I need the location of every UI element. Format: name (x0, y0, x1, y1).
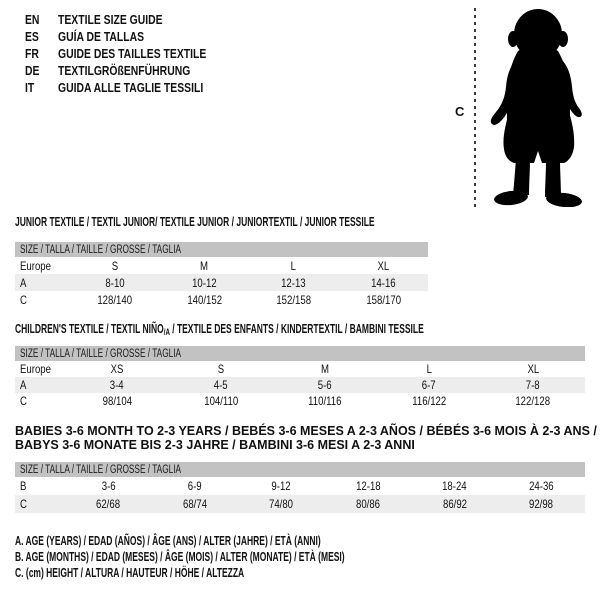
language-code (25, 80, 58, 95)
size-cell (238, 497, 325, 511)
size-header-bar (15, 346, 585, 361)
size-cell (411, 479, 498, 493)
table-row (15, 361, 585, 377)
size-cell (238, 479, 325, 493)
size-cell-text: M (321, 362, 329, 376)
size-cell (481, 378, 585, 392)
size-cell-text: S (111, 258, 118, 273)
size-cell-text: 8-10 (105, 275, 125, 290)
row-label-text: C (20, 394, 27, 408)
size-cell-text: 9-12 (271, 479, 292, 493)
size-cell-text: 116/122 (412, 394, 446, 408)
row-label-cell (15, 362, 65, 376)
language-title: GUIDA ALLE TAGLIE TESSILI (58, 80, 204, 95)
size-cell-text: 5-6 (318, 378, 332, 392)
row-label-cell (15, 497, 65, 511)
size-cell (339, 293, 429, 307)
size-cell-text: 92/98 (529, 497, 554, 511)
junior-section-title: JUNIOR TEXTILE / TEXTIL JUNIOR/ TEXTILE JUNIOR / JUNIORTEXTIL / JUNIOR TESSILE (15, 215, 375, 229)
size-cell (411, 497, 498, 511)
size-cell-text: 6-9 (187, 479, 202, 493)
language-code (25, 29, 58, 44)
size-cell-text: 158/170 (365, 292, 401, 307)
table-row (15, 477, 585, 495)
size-cell (377, 378, 481, 392)
size-cell-text: 12-18 (355, 479, 381, 493)
size-cell (65, 479, 152, 493)
size-cell (249, 276, 339, 290)
size-cell-text: 140/152 (186, 292, 222, 307)
size-cell (273, 362, 377, 376)
language-code-text: DE (25, 63, 40, 78)
size-cell-text: 14-16 (370, 275, 396, 290)
height-dotted-line (474, 8, 476, 209)
size-cell-text: 86/92 (442, 497, 467, 511)
size-cell-text: XL (377, 258, 390, 273)
language-code (25, 12, 58, 27)
size-cell (169, 362, 273, 376)
row-label-text: Europe (20, 258, 51, 273)
size-cell (325, 497, 412, 511)
language-code (25, 46, 58, 61)
row-label-text: C (20, 497, 27, 511)
language-row (25, 28, 243, 45)
children-title-pre: CHILDREN'S TEXTILE / TEXTIL NIÑO (15, 322, 164, 336)
size-cell-text: 18-24 (442, 479, 467, 493)
language-title: TEXTILE SIZE GUIDE (58, 12, 163, 27)
language-title: TEXTILGRÖßENFÜHRUNG (58, 63, 191, 78)
height-c-label: C (455, 104, 465, 119)
size-cell-text: L (291, 258, 297, 273)
language-code-text: IT (25, 80, 35, 95)
table-row (15, 393, 585, 409)
size-cell-text: 74/80 (269, 497, 294, 511)
row-label-text: B (20, 479, 27, 493)
size-header-bar (15, 242, 428, 257)
size-cell-text: S (217, 362, 225, 376)
size-cell-text: 152/158 (276, 292, 312, 307)
size-cell (65, 394, 169, 408)
babies-title-line2: BABYS 3-6 MONATE BIS 2-3 JAHRE / BAMBINI 3-6 MESI A 2-3 ANNI (15, 438, 415, 452)
size-cell (498, 479, 585, 493)
row-label-text: Europe (20, 362, 51, 376)
size-cell-text: 12-13 (281, 275, 307, 290)
size-cell-text: 80/86 (356, 497, 381, 511)
baby-silhouette-icon (482, 9, 596, 207)
language-title: GUÍA DE TALLAS (58, 29, 145, 44)
children-title-post: / TEXTILE DES ENFANTS / KINDERTEXTIL / BAMBINI TESSILE (169, 322, 424, 336)
children-title-subscript: /A (163, 327, 170, 337)
footnote-line-c: C. (cm) HEIGHT / ALTURA / HAUTEUR / HÖHE / ALTEZZA (15, 566, 245, 580)
size-cell (249, 293, 339, 307)
language-row (25, 11, 243, 28)
size-cell (160, 259, 250, 273)
size-cell (169, 378, 273, 392)
size-cell (169, 394, 273, 408)
size-cell-text: 128/140 (97, 292, 133, 307)
children-section-title (15, 322, 424, 337)
footnote-legend (15, 534, 500, 582)
row-label-cell (15, 394, 65, 408)
row-label-cell (15, 259, 70, 273)
size-cell-text: XL (527, 362, 539, 376)
row-label-text: C (20, 292, 27, 307)
size-cell (273, 378, 377, 392)
children-size-table (15, 346, 585, 409)
size-cell-text: 62/68 (96, 497, 121, 511)
table-row (15, 274, 428, 291)
size-header-text: SIZE / TALLA / TAILLE / GRÖSSE / TAGLIA (20, 243, 182, 256)
language-legend (25, 11, 243, 96)
size-header-bar (15, 462, 585, 477)
size-cell-text: 3-4 (110, 378, 124, 392)
row-label-cell (15, 293, 70, 307)
size-cell-text: M (200, 258, 209, 273)
table-row (15, 495, 585, 513)
size-cell (152, 497, 239, 511)
row-label-cell (15, 479, 65, 493)
size-cell-text: 4-5 (214, 378, 228, 392)
size-cell (249, 259, 339, 273)
size-cell (481, 394, 585, 408)
size-cell (152, 479, 239, 493)
size-cell-text: 122/128 (515, 394, 551, 408)
size-cell-text: 10-12 (191, 275, 217, 290)
babies-size-table (15, 462, 585, 513)
size-cell-text: 104/110 (204, 394, 238, 408)
size-cell (160, 293, 250, 307)
size-cell (70, 259, 160, 273)
size-cell (160, 276, 250, 290)
language-row (25, 62, 243, 79)
babies-title-line1: BABIES 3-6 MONTH TO 2-3 YEARS / BEBÉS 3-6 MESES A 2-3 AÑOS / BÉBÉS 3-6 MOIS À 2-3 ANS / (15, 424, 597, 438)
size-cell (377, 394, 481, 408)
table-row (15, 377, 585, 393)
size-cell-text: 6-7 (422, 378, 436, 392)
language-row (25, 45, 243, 62)
language-code-text: EN (25, 12, 40, 27)
size-cell (325, 479, 412, 493)
size-cell-text: 110/116 (308, 394, 342, 408)
language-code-text: FR (25, 46, 39, 61)
size-cell (65, 378, 169, 392)
size-cell-text: 7-8 (526, 378, 540, 392)
babies-section-title (15, 424, 597, 452)
language-row (25, 79, 243, 96)
row-label-text: A (20, 275, 27, 290)
row-label-cell (15, 276, 70, 290)
size-cell (65, 362, 169, 376)
language-code-text: ES (25, 29, 39, 44)
size-cell (70, 293, 160, 307)
row-label-text: A (20, 378, 27, 392)
table-row (15, 291, 428, 308)
size-cell-text: 98/104 (102, 394, 132, 408)
size-cell (70, 276, 160, 290)
size-cell-text: 3-6 (101, 479, 116, 493)
table-row (15, 257, 428, 274)
size-cell (273, 394, 377, 408)
size-header-text: SIZE / TALLA / TAILLE / GRÖSSE / TAGLIA (20, 463, 182, 476)
size-cell (339, 276, 429, 290)
size-cell-text: L (426, 362, 432, 376)
footnote-line-b: B. AGE (MONTHS) / EDAD (MESES) / ÂGE (MOIS) / ALTER (MONATE) / ETÀ (MESI) (15, 550, 345, 564)
size-cell-text: 68/74 (182, 497, 207, 511)
size-cell (498, 497, 585, 511)
size-cell (339, 259, 429, 273)
language-code (25, 63, 58, 78)
row-label-cell (15, 378, 65, 392)
size-cell (481, 362, 585, 376)
size-cell (377, 362, 481, 376)
junior-size-table (15, 242, 428, 308)
size-cell-text: 24-36 (528, 479, 554, 493)
size-cell (65, 497, 152, 511)
size-cell-text: XS (110, 362, 124, 376)
language-title: GUIDE DES TAILLES TEXTILE (58, 46, 207, 61)
footnote-line-a: A. AGE (YEARS) / EDAD (AÑOS) / ÂGE (ANS) / ALTER (JAHRE) / ETÀ (ANNI) (15, 534, 321, 548)
size-header-text: SIZE / TALLA / TAILLE / GRÖSSE / TAGLIA (20, 347, 182, 360)
